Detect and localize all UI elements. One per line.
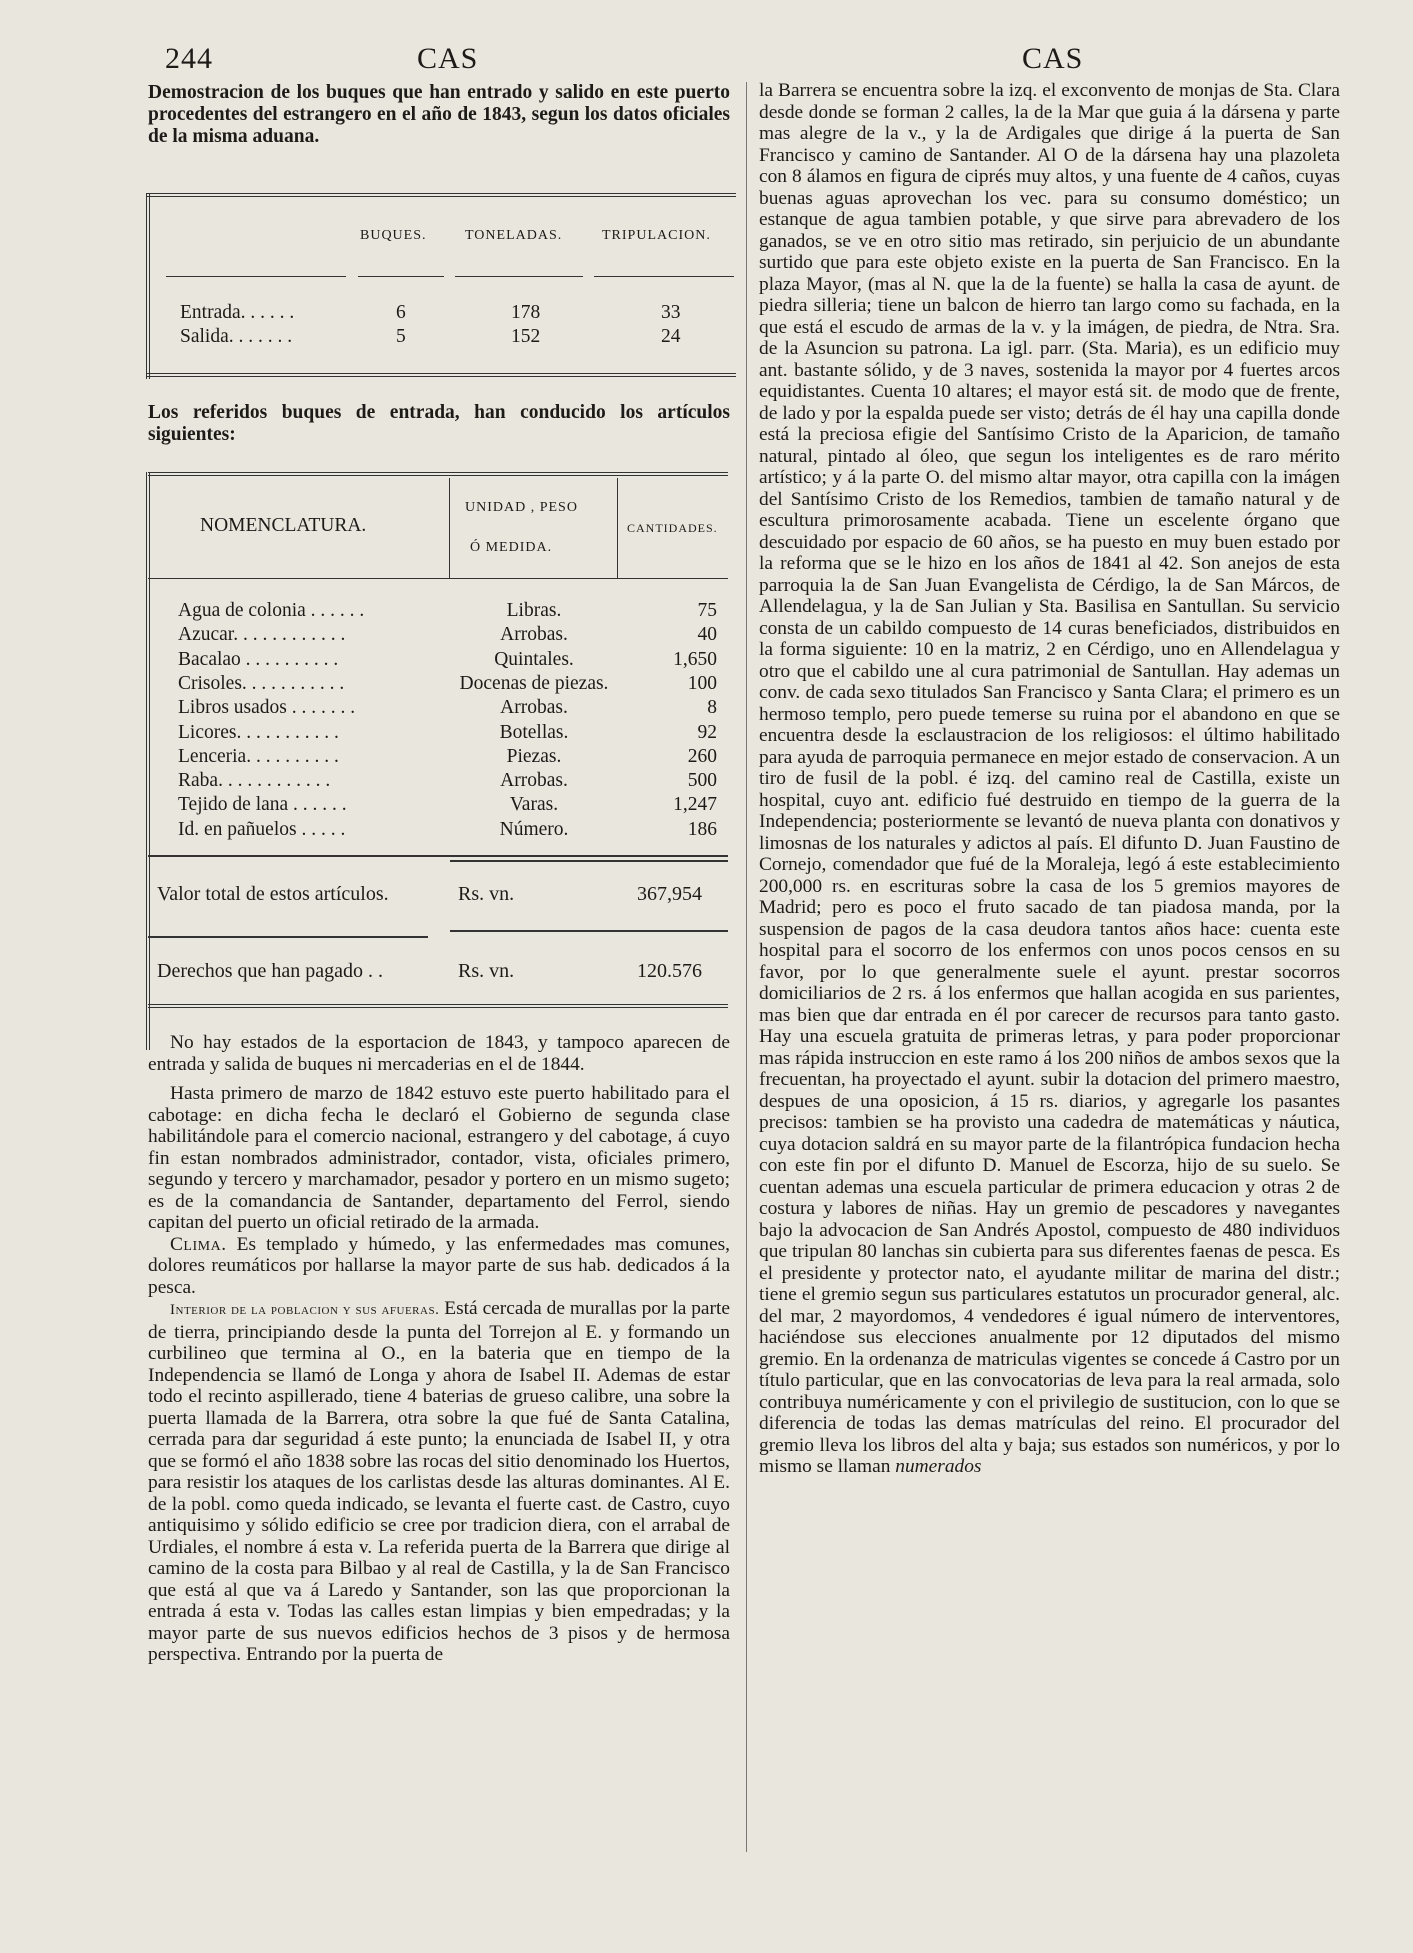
left-body [148,1032,730,1666]
table-rule [166,276,346,277]
row-label-salida: Salida. . . . . . . [180,326,293,347]
table-rule [148,578,728,579]
table-rule [450,930,728,932]
interior-label: Interior de la poblacion y sus afueras. [170,1302,440,1318]
cell-toneladas: 178 [511,302,541,323]
row-unidad: Libras. [506,600,562,621]
col-cantidades: CANTIDADES. [627,521,718,535]
total-unit: Rs. vn. [458,883,515,905]
row-cantidad: 500 [687,770,717,792]
col-unidad: UNIDAD , PESO [465,500,578,515]
table-rule [146,193,736,197]
table-rule [358,276,444,277]
running-head-left: CAS [417,42,479,75]
row-item: Licores. . . . . . . . . . . [178,721,339,743]
table-rule [455,276,583,277]
paragraph-right [759,80,1340,1478]
row-unidad: Botellas. [499,721,569,743]
table-rule [594,276,734,277]
row-label-entrada: Entrada. . . . . . [180,302,295,323]
cell-tripulacion: 24 [661,326,681,347]
total-value: 367,954 [637,883,702,905]
cell-tripulacion: 33 [661,302,681,323]
right-body [759,80,1340,1478]
clima-text: Es templado y húmedo, y las enfermedades mas comunes, dolores reumáticos por hallarse la mayor parte de sus hab. dedicados á la pesca. [148,1233,730,1298]
row-item: Tejido de lana . . . . . . [178,794,347,816]
row-item: Agua de colonia . . . . . . [178,600,365,621]
running-head-right: CAS [1022,42,1084,75]
col-nomenclatura: NOMENCLATURA. [200,515,367,536]
table-rule [449,478,450,578]
row-cantidad: 75 [697,600,717,621]
row-item: Lenceria. . . . . . . . . . [178,745,339,767]
row-cantidad: 92 [697,721,717,743]
paragraph-habilitado: Hasta primero de marzo de 1842 estuvo este puerto habilitado para el cabotage: en dicha fecha le declaró el Gobierno de segunda clase habilitándole para el comercio nacional, estrangero y del cabotage, á cuyo fin estan nombrados administrador, contador, vista, oficiales primero, segundo y tercero y marchamador, pesador y portero en un mismo sugeto; es de la comandancia de Santander, departamento del Ferrol, siendo capitan del puerto un oficial retirado de la armada. [148,1083,730,1233]
right-text-italic: numerados [895,1456,982,1477]
heading-articulos: Los referidos buques de entrada, han conducido los artículos siguientes: [148,402,730,445]
table-rule [148,1004,728,1008]
table-rule [148,855,728,857]
row-item: Raba. . . . . . . . . . . . [178,770,331,792]
paragraph-interior [148,1298,730,1666]
row-cantidad: 1,650 [673,648,717,670]
table-rule [146,373,736,377]
row-item: Libros usados . . . . . . . [178,697,356,719]
interior-text: Está cercada de murallas por la parte de tierra, principiando desde la punta del Torrejon al E. y formando un curbilineo que termina al O., en la bateria que en tiempo de la Independencia se llamó de Longa y ahora de Isabel II. Ademas de estar todo el recinto aspillerado, tiene 4 baterias de grueso calibre, una sobre la puerta llamada de la Barrera, otra sobre la que fué de Santa Catalina, cerrada para dar seguridad á este punto; la enunciada de Isabel II, y otra que se formó el año 1838 sobre las rocas del sitio denominado los Huertos, para resistir los ataques de los carlistas desde las alturas dominantes. Al E. de la pobl. como queda indicado, se levanta el fuerte cast. de Castro, cuyo antiquisimo y sólido edificio se cree por tradicion diera, con el arrabal de Urdiales, el nombre á esta v. La referida puerta de la Barrera que dirige al camino de la costa para Bilbao y al real de Castilla, y la de San Francisco que está al que va á Laredo y Santander, son las que proporcionan la entrada á esta v. Todas las calles estan limpias y bien empedradas; y la mayor parte de sus nuevos edificios hechos de 3 pisos y de hermosa perspectiva. Entrando por la puerta de [148,1298,730,1665]
heading-demostracion: Demostracion de los buques que han entrado y salido en este puerto procedentes del estrangero en el año de 1843, segun los datos oficiales de la misma aduana. [148,82,730,147]
duties-label: Derechos que han pagado . . [157,960,384,982]
right-text: la Barrera se encuentra sobre la izq. el exconvento de monjas de Sta. Clara desde donde se forman 2 calles, la de la Mar que guia á la dársena y parte mas alegre de la v., y la de Ardigales que dirige á la puerta de San Francisco y camino de Santander. Al O de la dársena hay una plazoleta con 8 álamos en figura de ciprés muy altos, y una fuente de 4 caños, cuyas buenas aguas aprovechan los vec. para su consumo doméstico; un estanque de agua tambien potable, y que sirve para abrevadero de los ganados, se ve en otro sitio mas retirado, sin perjuicio de un abundante surtido que para este objeto existe en la puerta de San Francisco. En la plaza Mayor, (mas al N. que la de la fuente) se halla la casa de ayunt. de piedra silleria; tiene un balcon de hierro tan largo como su fachada, en la que está el escudo de armas de la v. y la imágen, de piedra, de Ntra. Sra. de la Asuncion su patrona. La igl. parr. (Sta. Maria), es un edificio muy ant. bastante sólido, y de 3 naves, sostenida la mayor por 4 fuertes arcos equidistantes. Cuenta 10 altares; el mayor está sit. de modo que de frente, de lado y por la espalda puede ser visto; detrás de él hay una capilla donde está la preciosa efigie del Santísimo Cristo de la Aparicion, de tamaño natural, pintado al óleo, que segun los inteligentes es de raro mérito artístico; y á la parte O. del mismo altar mayor, otra capilla con la imágen del Santísimo Cristo de los Remedios, tambien de tamaño natural y de escultura primorosamente acabada. Tiene un escelente órgano que descuidado por espacio de 60 años, se ha puesto en muy buen estado por la reforma que se le hizo en los años de 1841 al 42. Son anejos de esta parroquia la de San Juan Evangelista de Cérdigo, la de San Márcos, de Allendelagua, y la de San Julian y Sta. Basilisa en Santullan. Su servicio consta de un cabildo compuesto de 14 curas beneficiados, distribuidos en la forma siguiente: 10 en la matriz, 2 en Cérdigo, uno en Allendelagua y otro que el cabildo une al cura patrimonial de Santullan. Hay ademas un conv. de cada sexo titulados San Francisco y Santa Clara; el primero es un hermoso templo, pero puede temerse su ruina por el abandono en que se encuentra desde la esclaustracion de los religiosos: el último habilitado para ayuda de parroquia permanece en mejor estado de conservacion. A un tiro de fusil de la pobl. é izq. del camino real de Castilla, existe un hospital, cuyo ant. edificio fué destruido en tiempo de la guerra de la Independencia; posteriormente se levantó de nueva planta con donativos y limosnas de los naturales y adictos al país. El difunto D. Juan Faustino de Cornejo, comendador que fué de la Moraleja, legó á este establecimiento 200,000 rs. en escrituras sobre la casa de los 5 gremios mayores de Madrid; pero es poco el fruto sacado de tan piadosa manda, por la suspension de pagos de la casa deudora tantos años hace: cuenta este hospital para el socorro de los enfermos con unos pocos censos en su favor, por lo que generalmente suele el ayunt. prestar socorros domiciliarios de 2 rs. á los enfermos que hallan acogida en sus parientes, mas bien que dar entrada en él por carecer de recursos para tanto gasto. Hay una escuela gratuita de primeras letras, y para poder proporcionar mas rápida instruccion en este ramo á los 200 niños de ambos sexos que la frecuentan, ha proyectado el ayunt. subir la dotacion del primero maestro, despues de una oposicion, á 15 rs. diarios, y agregarle los pasantes precisos: tambien se ha provisto una cadedra de matemáticas y náutica, cuya dotacion saldrá en su mayor parte de la filantrópica fundacion hecha con este fin por el difunto D. Manuel de Escorza, hijo de su suelo. Se cuentan ademas una escuela particular de primera educacion y otras 2 de costura y labores de niñas. Hay un gremio de pescadores y navegantes bajo la advocacion de San Andrés Apostol, compuesto de 480 individuos que tripulan 80 lanchas sin cubierta para sus diferentes faenas de pesca. Es el presidente y protector nato, el ayudante militar de marina del distr.; tiene el gremio segun sus particulares estatutos un procurador general, alc. del mar, 2 mayordomos, 4 vendedores é igual número de interventores, haciéndose sus elecciones anualmente por 12 diputados del mismo gremio. En la ordenanza de matriculas vigentes se concede á Castro por un título particular, que en las convocatorias de leva para la real armada, solo contribuya numéricamente y con el privilegio de sustitucion, con lo que se diferencia de todas las demas matrículas del reino. El procurador del gremio lleva los libros del alta y baja; sus estados son numéricos, y por lo mismo se llaman [759,80,1340,1477]
col-toneladas: TONELADAS. [465,228,563,243]
cell-buques: 6 [396,302,406,323]
row-unidad: Arrobas. [500,624,568,646]
col-tripulacion: TRIPULACION. [602,228,711,243]
duties-value: 120.576 [637,960,702,982]
row-item: Crisoles. . . . . . . . . . . [178,672,345,694]
duties-unit: Rs. vn. [458,960,515,982]
row-cantidad: 100 [687,672,717,694]
row-unidad: Varas. [509,794,559,816]
table-left-border [146,472,150,1050]
table-rule [450,860,728,862]
paragraph-esportacion: No hay estados de la esportacion de 1843, y tampoco aparecen de entrada y salida de buques ni mercaderias en el de 1844. [148,1032,730,1075]
table-rule [148,472,728,476]
row-unidad: Piezas. [506,745,562,767]
row-cantidad: 40 [697,624,717,646]
cell-toneladas: 152 [511,326,541,347]
row-cantidad: 1,247 [673,794,717,816]
total-label: Valor total de estos artículos. [157,883,389,905]
row-unidad: Número. [499,818,569,840]
column-divider [746,82,747,1852]
row-unidad: Arrobas. [500,697,568,719]
row-cantidad: 8 [707,697,717,719]
row-unidad: Arrobas. [500,770,568,792]
cell-buques: 5 [396,326,406,347]
page-number: 244 [165,42,213,75]
row-item: Azucar. . . . . . . . . . . . [178,624,346,646]
row-cantidad: 186 [687,818,717,840]
row-item: Bacalao . . . . . . . . . . [178,648,339,670]
table-rule [148,936,428,938]
table-rule [617,478,618,578]
row-item: Id. en pañuelos . . . . . [178,818,346,840]
row-unidad: Docenas de piezas. [459,672,609,694]
row-unidad: Quintales. [494,648,574,670]
paragraph-clima [148,1234,730,1299]
clima-label: Clima. [170,1233,227,1255]
col-medida: Ó MEDIDA. [470,540,553,555]
row-cantidad: 260 [687,745,717,767]
col-buques: BUQUES. [360,228,427,243]
table-left-border [146,193,154,379]
